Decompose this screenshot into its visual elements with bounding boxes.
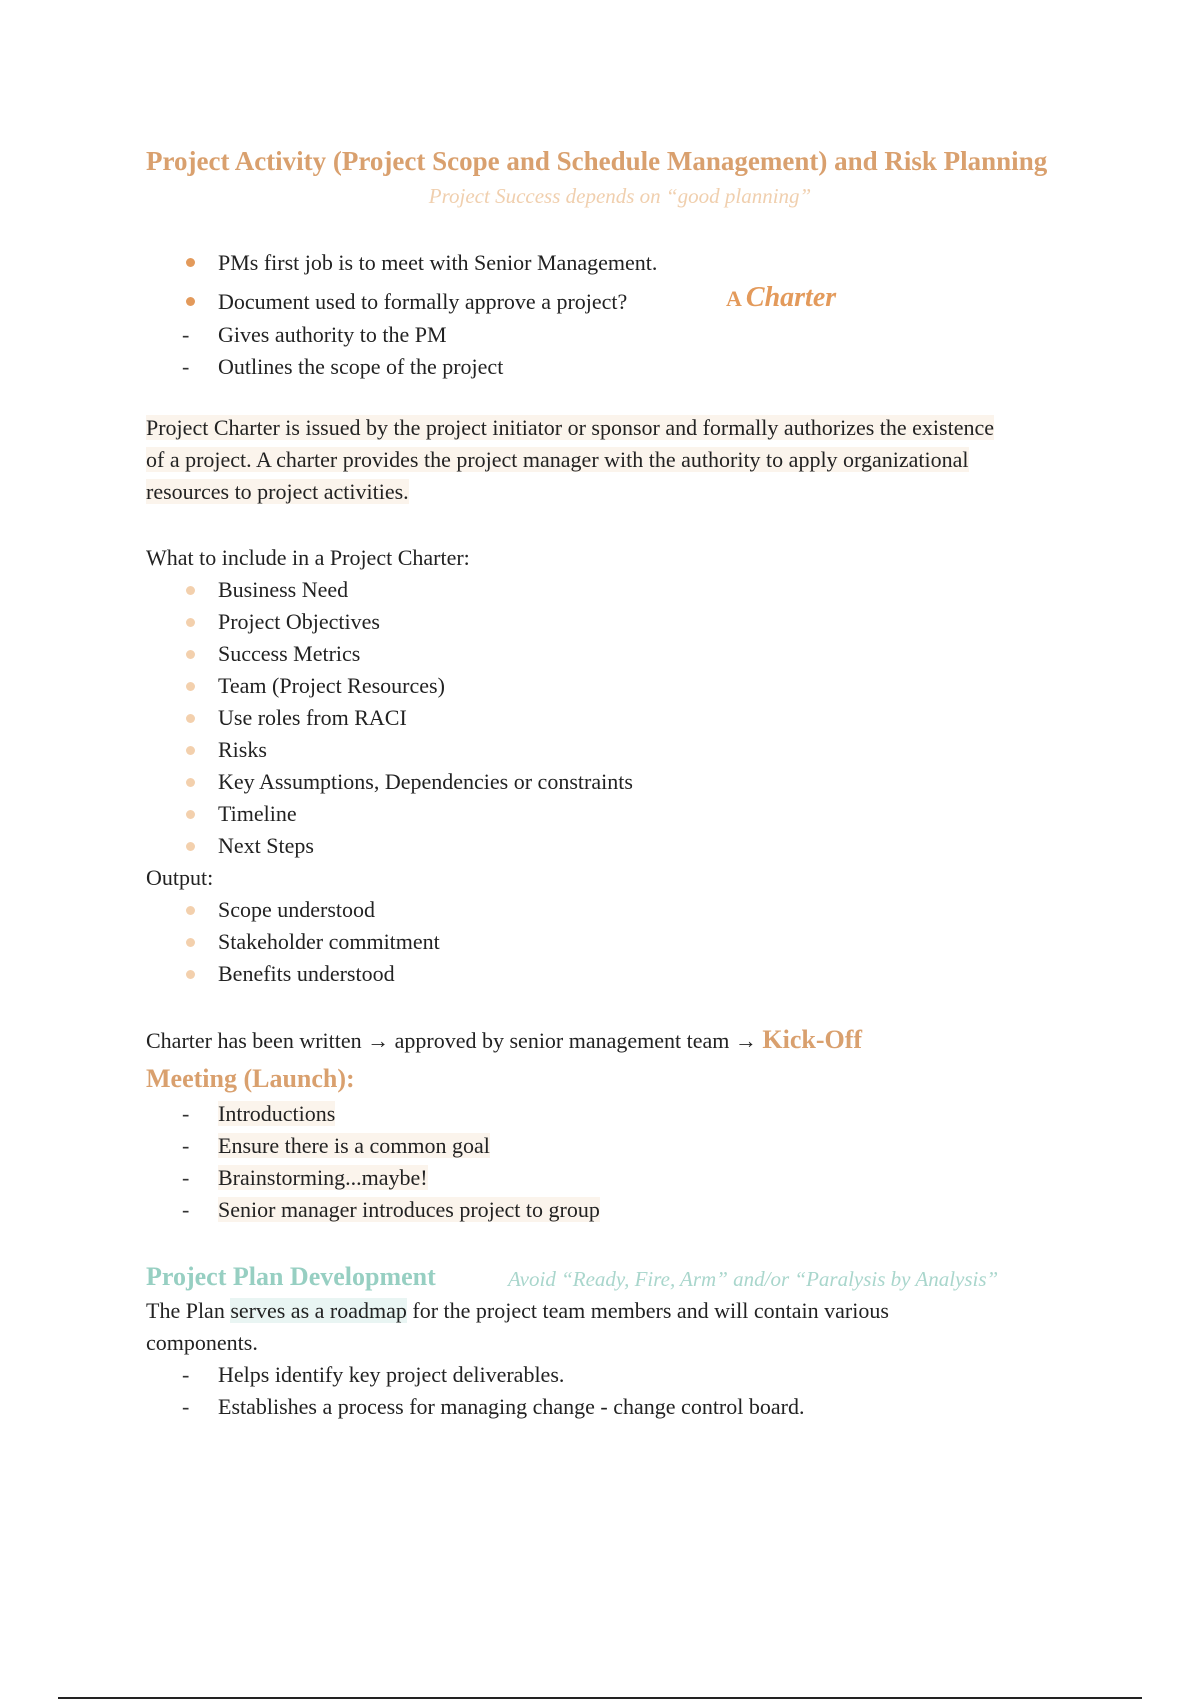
bullet-dot-icon <box>186 714 195 723</box>
kickoff-item: Introductions <box>218 1101 336 1126</box>
plan-heading: Project Plan Development <box>146 1262 436 1291</box>
paragraph-line: of a project. A charter provides the project manager with the authority to apply organizational <box>146 447 969 472</box>
dash-marker: - <box>182 1133 190 1158</box>
plan-line-1-highlight: serves as a roadmap <box>230 1298 407 1323</box>
include-item: Team (Project Resources) <box>218 673 445 698</box>
include-item: Success Metrics <box>218 641 361 666</box>
output-item: Benefits understood <box>218 961 395 986</box>
kickoff-lead: Charter has been written → approved by senior management team → <box>146 1028 763 1053</box>
dash-marker: - <box>182 1165 190 1190</box>
bullet-dot-icon <box>186 842 195 851</box>
kickoff-item: Ensure there is a common goal <box>218 1133 490 1158</box>
bullet-dot-icon <box>186 746 195 755</box>
intro-dash-1: Gives authority to the PM <box>218 322 447 347</box>
dash-marker: - <box>182 322 190 347</box>
page-title: Project Activity (Project Scope and Schedule Management) and Risk Planning <box>146 146 1048 176</box>
plan-line-1 <box>146 1296 889 1326</box>
output-item: Scope understood <box>218 897 376 922</box>
output-item: Stakeholder commitment <box>218 929 440 954</box>
paragraph-line: resources to project activities. <box>146 479 409 504</box>
output-heading: Output: <box>146 865 214 890</box>
include-item: Next Steps <box>218 833 314 858</box>
include-item: Use roles from RACI <box>218 705 407 730</box>
kickoff-title-part1: Kick-Off <box>762 1025 863 1054</box>
plan-note: Avoid “Ready, Fire, Arm” and/or “Paralysis by Analysis” <box>508 1267 999 1291</box>
bullet-dot-icon <box>186 618 195 627</box>
bullet-dot-icon <box>186 938 195 947</box>
bullet-dot-icon <box>186 682 195 691</box>
dash-marker: - <box>182 1197 190 1222</box>
bullet-dot-icon <box>186 650 195 659</box>
bullet-dot-icon <box>186 970 195 979</box>
bullet-dot-icon <box>186 586 195 595</box>
intro-dash-2: Outlines the scope of the project <box>218 354 504 379</box>
plan-line-2: components. <box>146 1330 258 1355</box>
dash-marker: - <box>182 1394 190 1419</box>
bullet-dot-icon <box>186 810 195 819</box>
include-heading: What to include in a Project Charter: <box>146 545 470 570</box>
paragraph-line: Project Charter is issued by the project initiator or sponsor and formally authorizes the existence <box>146 415 994 440</box>
answer-prefix: A <box>726 286 742 311</box>
footer-divider <box>58 1697 1142 1699</box>
plan-item: Establishes a process for managing change - change control board. <box>218 1394 805 1419</box>
kickoff-item: Brainstorming...maybe! <box>218 1165 428 1190</box>
bullet-dot-icon <box>186 906 195 915</box>
kickoff-title-part2: Meeting (Launch): <box>146 1064 355 1093</box>
dash-marker: - <box>182 354 190 379</box>
include-item: Project Objectives <box>218 609 380 634</box>
plan-item: Helps identify key project deliverables. <box>218 1362 565 1387</box>
bullet-dot-icon <box>186 297 195 306</box>
include-item: Key Assumptions, Dependencies or constraints <box>218 769 633 794</box>
bullet-dot-icon <box>186 258 195 267</box>
plan-line-1-end: for the project team members and will contain various <box>406 1298 889 1323</box>
intro-bullet-2: Document used to formally approve a project? <box>218 289 628 314</box>
charter-answer <box>726 281 836 319</box>
kickoff-item: Senior manager introduces project to group <box>218 1197 600 1222</box>
kickoff-lead-line <box>146 1025 862 1056</box>
bullet-dot-icon <box>186 778 195 787</box>
include-item: Risks <box>218 737 267 762</box>
answer-word: Charter <box>745 282 837 313</box>
dash-marker: - <box>182 1362 190 1387</box>
include-item: Business Need <box>218 577 349 602</box>
kickoff-title-line <box>146 1064 355 1095</box>
page-subtitle: Project Success depends on “good planning” <box>428 184 812 208</box>
plan-line-1-start: The Plan <box>146 1298 231 1323</box>
dash-marker: - <box>182 1101 190 1126</box>
intro-bullet-1: PMs first job is to meet with Senior Management. <box>218 250 658 275</box>
include-item: Timeline <box>218 801 297 826</box>
